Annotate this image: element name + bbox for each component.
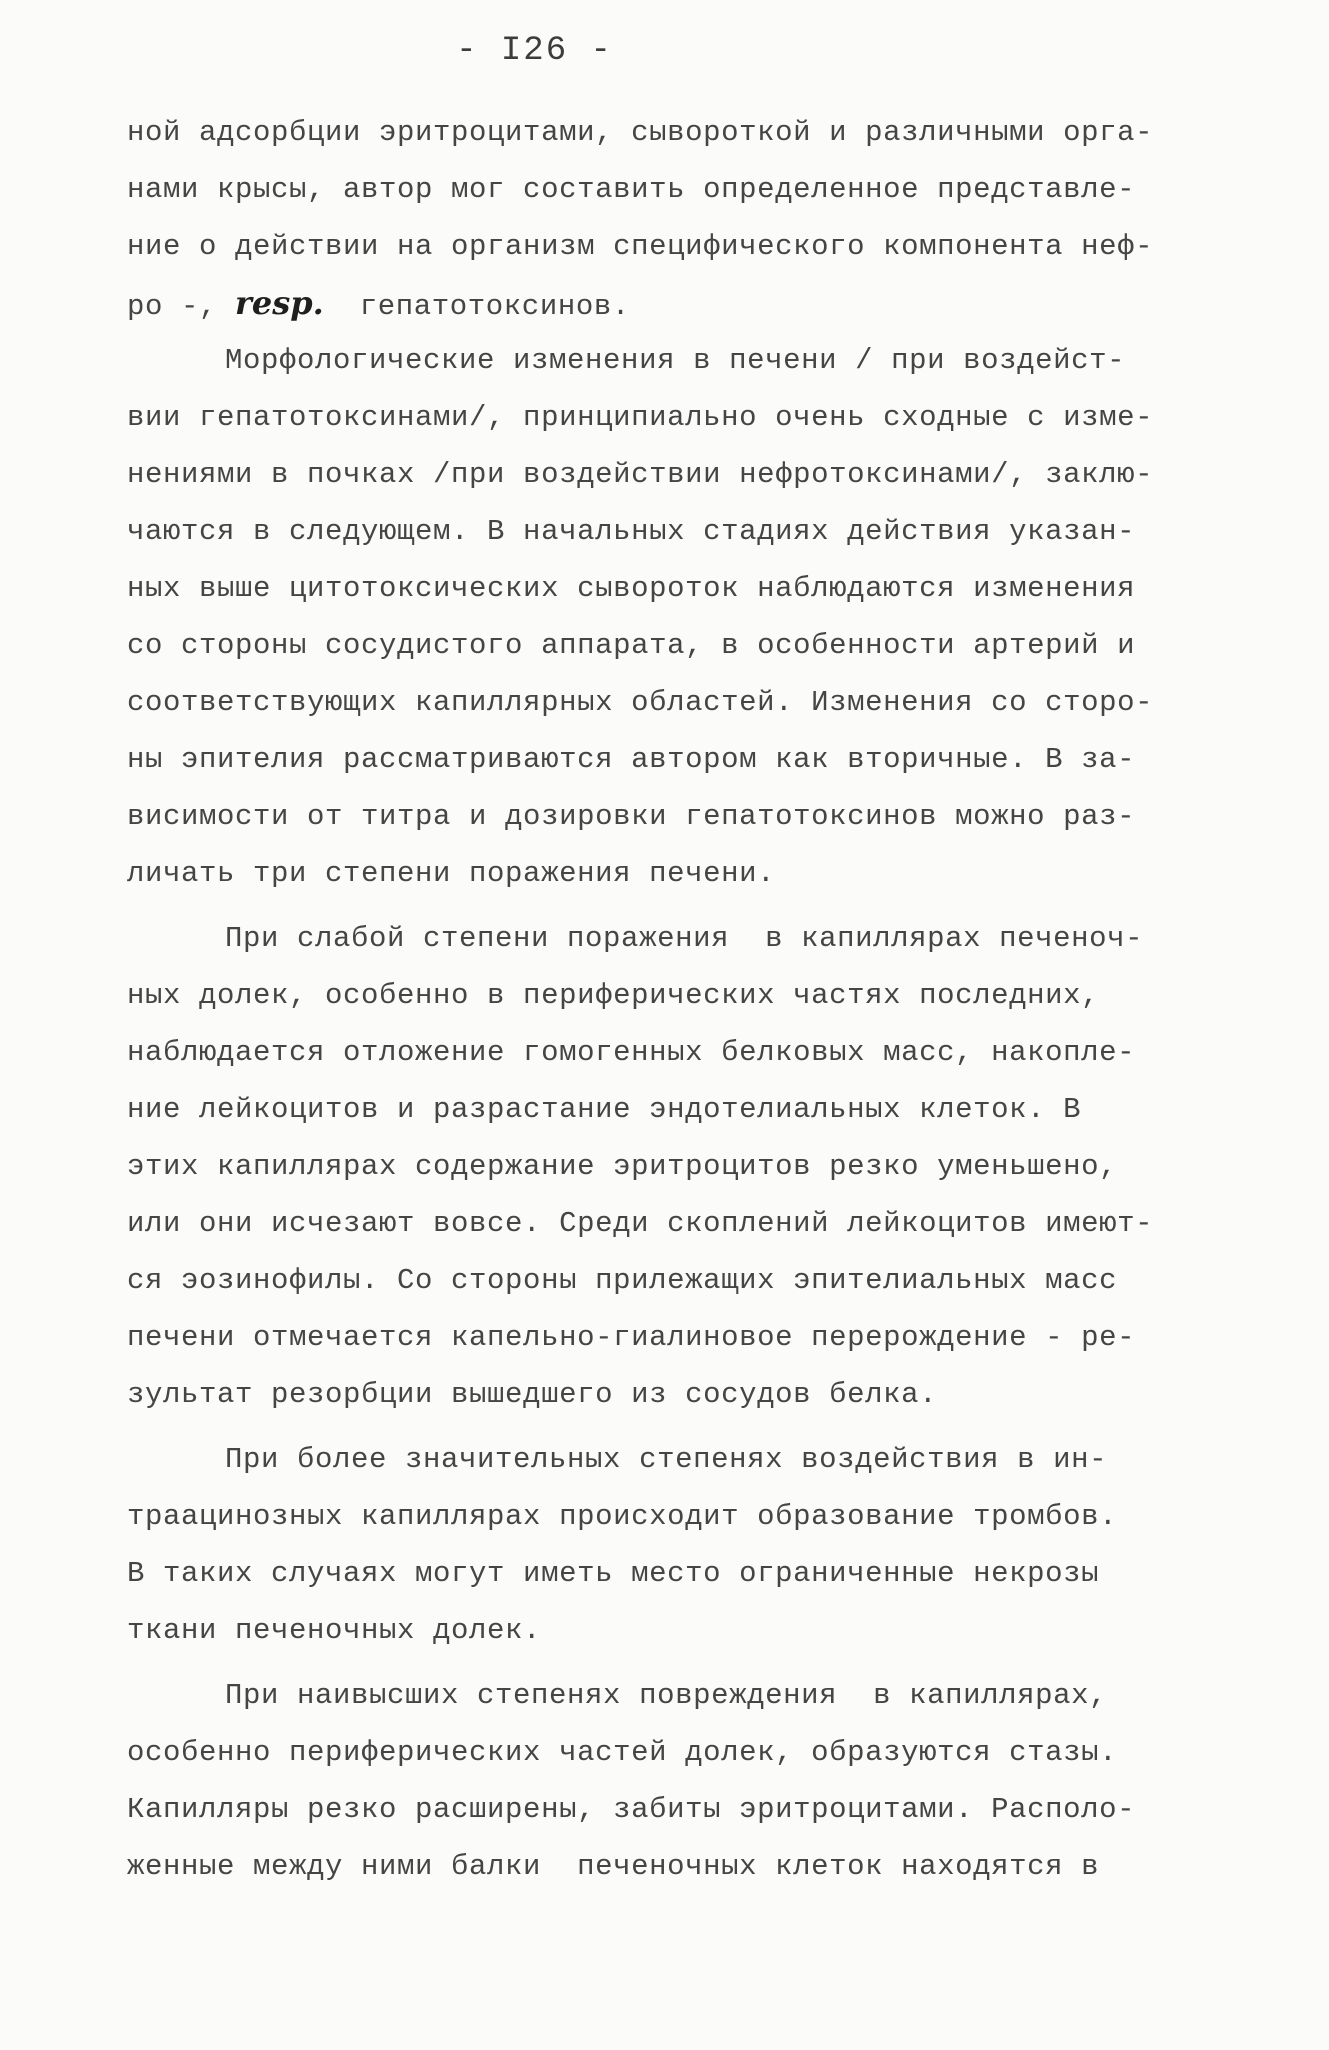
text-line: [127, 218, 1202, 275]
line-text: При слабой степени поражения в капиллярах печеноч-: [225, 922, 1144, 955]
line-text: висимости от титра и дозировки гепатотоксинов можно раз-: [127, 800, 1136, 833]
line-text: наблюдается отложение гомогенных белковых масс, накопле-: [127, 1036, 1136, 1069]
text-line: [127, 1488, 1202, 1545]
text-line: [127, 275, 1202, 332]
line-text: ных долек, особенно в периферических частях последних,: [127, 979, 1100, 1012]
text-line: [127, 1252, 1202, 1309]
line-text: или они исчезают вовсе. Среди скоплений лейкоцитов имеют-: [127, 1207, 1154, 1240]
line-text: женные между ними балки печеночных клеток находятся в: [127, 1850, 1100, 1883]
text-line: [127, 967, 1202, 1024]
line-text-continued: гепатотоксинов.: [323, 290, 630, 323]
text-line: [127, 845, 1202, 902]
line-text: трaацинозных капиллярах происходит образование тромбов.: [127, 1500, 1118, 1533]
line-text: ние лейкоцитов и разрастание эндотелиальных клеток. В: [127, 1093, 1082, 1126]
line-text: зультат резорбции вышедшего из сосудов белка.: [127, 1378, 938, 1411]
line-text: В таких случаях могут иметь место ограниченные некрозы: [127, 1557, 1100, 1590]
text-line: [127, 1138, 1202, 1195]
text-line: [127, 1195, 1202, 1252]
text-line: [127, 1724, 1202, 1781]
text-line: [127, 161, 1202, 218]
line-text: особенно периферических частей долек, образуются стазы.: [127, 1736, 1118, 1769]
line-text: ных выше цитотоксических сывороток наблюдаются изменения: [127, 572, 1136, 605]
text-line: [127, 560, 1202, 617]
line-text: личать три степени поражения печени.: [127, 857, 776, 890]
line-text: печени отмечается капельно-гиалиновое перерождение - ре-: [127, 1321, 1136, 1354]
text-line: [127, 1667, 1202, 1724]
text-line: [127, 1081, 1202, 1138]
text-line: [127, 1602, 1202, 1659]
text-line: [127, 1545, 1202, 1602]
line-text: со стороны сосудистого аппарата, в особенности артерий и: [127, 629, 1136, 662]
line-text: нами крысы, автор мог составить определенное представле-: [127, 173, 1136, 206]
handwritten-insertion: resp.: [235, 284, 324, 322]
text-line: [127, 1781, 1202, 1838]
line-text: чаются в следующем. В начальных стадиях действия указан-: [127, 515, 1136, 548]
line-text: вии гепатотоксинами/, принципиально очень сходные с изме-: [127, 401, 1154, 434]
line-text: соответствующих капиллярных областей. Изменения со сторо-: [127, 686, 1154, 719]
text-line: [127, 1024, 1202, 1081]
text-line: [127, 910, 1202, 967]
text-line: [127, 104, 1202, 161]
line-text: этих капиллярах содержание эритроцитов резко уменьшено,: [127, 1150, 1118, 1183]
page-number: - I26 -: [456, 32, 613, 70]
text-line: [127, 446, 1202, 503]
text-line: [127, 617, 1202, 674]
text-line: [127, 788, 1202, 845]
text-line: [127, 1431, 1202, 1488]
text-line: [127, 389, 1202, 446]
text-line: [127, 731, 1202, 788]
paragraph-gap: [127, 902, 1202, 910]
line-text: Капилляры резко расширены, забиты эритроцитами. Располо-: [127, 1793, 1136, 1826]
text-line: [127, 332, 1202, 389]
line-text: Морфологические изменения в печени / при воздейст-: [225, 344, 1126, 377]
line-text: ткани печеночных долек.: [127, 1614, 542, 1647]
line-text: ро -,: [127, 290, 236, 323]
paragraph-gap: [127, 1659, 1202, 1667]
text-line: [127, 1838, 1202, 1895]
text-line: [127, 503, 1202, 560]
text-line: [127, 674, 1202, 731]
line-text: ние о действии на организм специфического компонента неф-: [127, 230, 1154, 263]
text-line: [127, 1366, 1202, 1423]
line-text: нениями в почках /при воздействии нефротоксинами/, заклю-: [127, 458, 1154, 491]
line-text: ной адсорбции эритроцитами, сывороткой и различными орга-: [127, 116, 1154, 149]
line-text: ся эозинофилы. Со стороны прилежащих эпителиальных масс: [127, 1264, 1118, 1297]
line-text: При наивысших степенях повреждения в капиллярах,: [225, 1679, 1108, 1712]
line-text: При более значительных степенях воздействия в ин-: [225, 1443, 1108, 1476]
line-text: ны эпителия рассматриваются автором как вторичные. В за-: [127, 743, 1136, 776]
paragraph-gap: [127, 1423, 1202, 1431]
text-line: [127, 1309, 1202, 1366]
page-text: [127, 104, 1202, 1895]
